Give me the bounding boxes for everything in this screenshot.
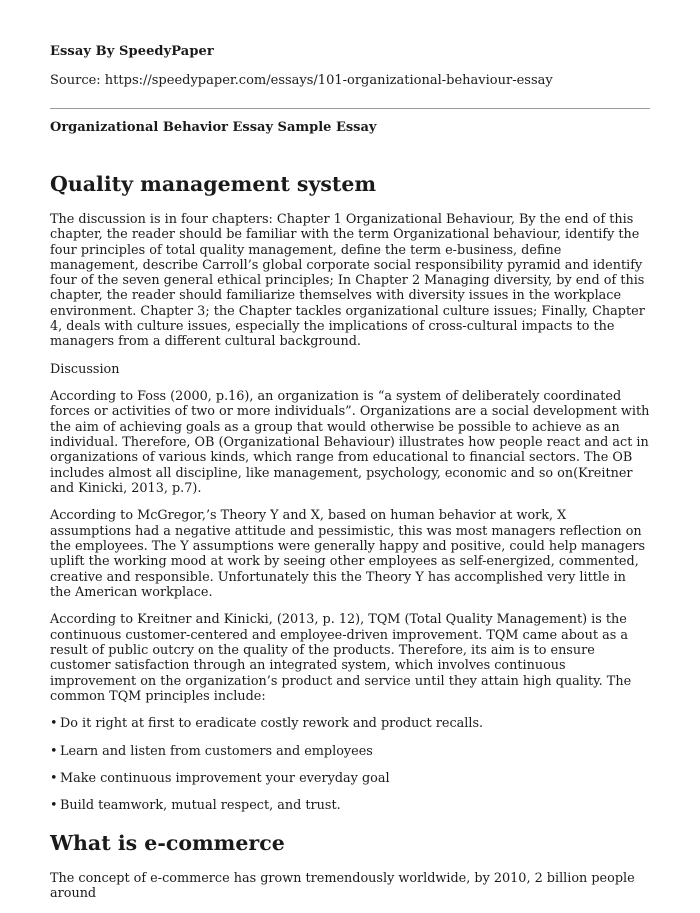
bullet-icon: • (50, 716, 58, 732)
section-heading: Quality management system (50, 172, 377, 196)
bullet-icon: • (50, 770, 58, 786)
paragraph: According to McGregor,’s Theory Y and X, based on human behavior at work, X assumptions had a negative attitude and pessimistic, this was most managers reflection on the employees. The Y assumptions were generally happy and positive, could help managers uplift the working mood at work by seeing other employees as self-energized, commented, creative and responsible. Unfortunately this the Theory Y has accomplished very little in the American workplace. (50, 508, 646, 600)
list-item-text: Build teamwork, mutual respect, and trust. (60, 798, 341, 814)
essay-body (50, 170, 650, 913)
list-item-text: Do it right at first to eradicate costly rework and product recalls. (60, 716, 484, 732)
header-divider (50, 108, 650, 109)
document-title: Organizational Behavior Essay Sample Essay (50, 120, 377, 135)
paragraph: The discussion is in four chapters: Chapter 1 Organizational Behaviour, By the end of this chapter, the reader should be familiar with the term Organizational behaviour, identify the four principles of total quality management, define the term e-business, define management, describe Carroll’s global corporate social responsibility pyramid and identify four of the seven general ethical principles; In Chapter 2 Managing diversity, by end of this chapter, the reader should familiarize themselves with diversity issues in the workplace environment. Chapter 3; the Chapter tackles organizational culture issues; Finally, Chapter 4, deals with culture issues, especially the implications of cross-cultural impacts to the managers from a different cultural background. (50, 212, 645, 350)
source-line: Source: https://speedypaper.com/essays/101-organizational-behaviour-essay (50, 73, 553, 88)
list-item (50, 771, 650, 786)
list-item-text: Learn and listen from customers and employees (60, 743, 373, 759)
bullet-icon: • (50, 743, 58, 759)
paragraph: The concept of e-commerce has grown tremendously worldwide, by 2010, 2 billion people around (50, 870, 635, 901)
list-item-text: Make continuous improvement your everyday goal (60, 770, 390, 786)
brand-label: Essay By SpeedyPaper (50, 44, 214, 59)
bullet-icon: • (50, 798, 58, 814)
list-item (50, 716, 650, 731)
list-item (50, 744, 650, 759)
paragraph: Discussion (50, 361, 120, 377)
list-item (50, 798, 650, 813)
section-heading: What is e-commerce (50, 830, 285, 855)
paragraph: According to Foss (2000, p.16), an organization is “a system of deliberately coordinated forces or activities of two or more individuals”. Organizations are a social development with the aim of achieving goals as a group that would otherwise be possible to achieve as an individual. Therefore, OB (Organizational Behaviour) illustrates how people react and act in organizations of various kinds, which range from educational to financial sectors. The OB includes almost all discipline, like management, psychology, economic and so on(Kreitner and Kinicki, 2013, p.7). (50, 389, 650, 496)
paragraph: According to Kreitner and Kinicki, (2013, p. 12), TQM (Total Quality Management) is the continuous customer-centered and employee-driven improvement. TQM came about as a result of public outcry on the quality of the products. Therefore, its aim is to ensure customer satisfaction through an integrated system, which involves continuous improvement on the organization’s product and service until they attain high quality. The common TQM principles include: (50, 612, 632, 704)
